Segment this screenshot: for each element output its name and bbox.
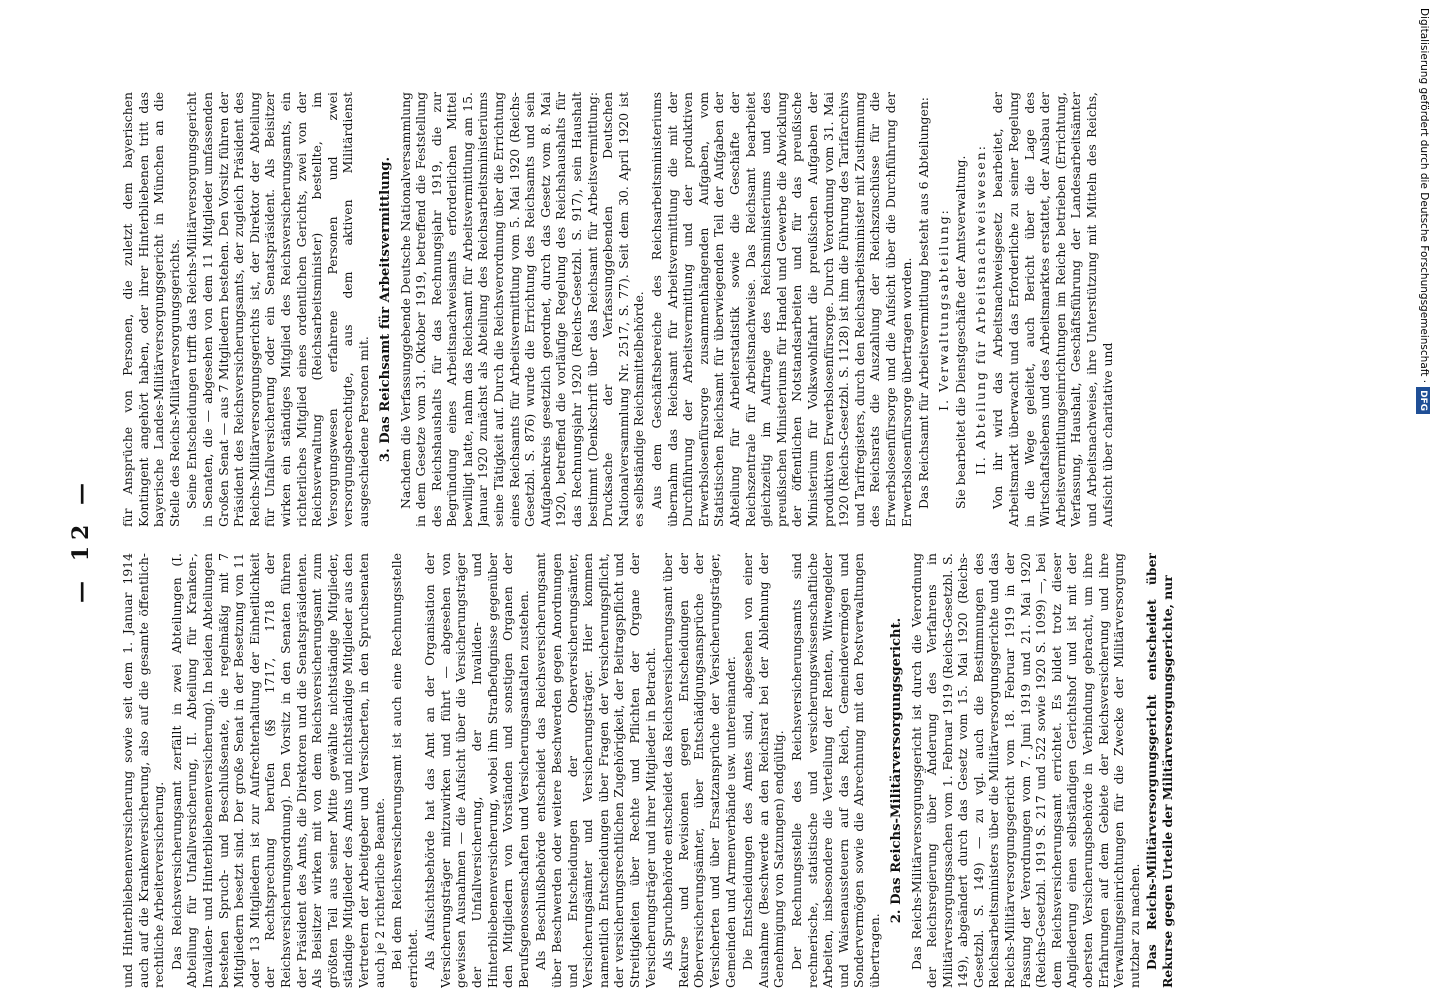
right-column-paragraph: Das Reichsamt für Arbeitsvermittlung besteht aus 6 Abteilungen: xyxy=(916,97,932,509)
right-column xyxy=(120,92,1350,527)
left-column-paragraph: Bei dem Reichsversicherungsamt ist auch eine Rechnungsstelle errichtet. xyxy=(389,553,420,988)
left-column xyxy=(120,553,1350,988)
right-column-heading: 3. Das Reichsamt für Arbeitsvermittlung. xyxy=(377,156,393,463)
right-column-paragraph: Von ihr wird das Arbeitsnachweisgesetz bearbeitet, der Arbeitsmarkt überwacht und das Erforderliche zu seiner Regelung in die Wege geleitet, auch Bericht über die Lage des Wirtschaftslebens und des Arbeitsmarktes erstattet, der Ausbau der Arbeitsvermittlungseinrichtungen im Reiche betrieben (Errichtung, Verfassung, Haushalt, Geschäftsführung der Landesarbeitsämter und Arbeitsnachweise, ihre Unterstützung mit Mitteln des Reichs, Aufsicht über charitative und xyxy=(990,92,1115,527)
left-column-paragraph: Die Entscheidungen des Amtes sind, abgesehen von einer Ausnahme (Beschwerde an den Reichsrat bei der Ablehnung der Genehmigung von Satzungen) endgültig. xyxy=(740,553,787,988)
left-column-paragraph: Als Spruchbehörde entscheidet das Reichsversicherungsamt über Rekurse und Revisionen gegen Entscheidungen der Oberversicherungsämter, über Entschädigungsansprüche der Versicherten und über Ersatzansprüche der Versicherungsträger, Gemeinden und Armenverbände usw. untereinander. xyxy=(660,553,738,988)
left-column-paragraph: und Hinterbliebenenversicherung sowie seit dem 1. Januar 1914 auch auf die Krankenversicherung, also auf die gesamte öffentlich-rechtliche Arbeiterversicherung. xyxy=(120,553,167,988)
credit-text: Digitalisierung gefördert durch die Deutsche Forschungsgemeinschaft · xyxy=(1418,8,1430,384)
right-column-heading: I. Verwaltungsabteilung: xyxy=(935,208,951,411)
page-number: — 12 — xyxy=(68,477,94,603)
left-column-paragraph: Der Rechnungsstelle des Reichsversicherungsamts sind rechnerische, statistische und versicherungswissenschaftliche Arbeiten, insbesondere die Verteilung der Renten, Witwengelder und Waisenaussteuern auf das Reich, Gemeindevermögen und Sondervermögen sowie die Abrechnung mit den Postverwaltungen übertragen. xyxy=(788,553,882,988)
left-column-paragraph: Als Aufsichtsbehörde hat das Amt an der Organisation der Versicherungsträger mitzuwirken und führt — abgesehen von gewissen Ausnahmen — die Aufsicht über die Versicherungsträger der Unfallversicherung, der Invaliden- und Hinterbliebenenversicherung, wobei ihm Strafbefugnisse gegenüber den Mitgliedern von Vorständen und sonstigen Organen der Berufsgenossenschaften und Versicherungsanstalten zustehen. xyxy=(422,553,531,988)
right-column-paragraph: für Ansprüche von Personen, die zuletzt dem bayerischen Kontingent angehört haben, oder ihrer Hinterbliebenen tritt das bayerische Landes-Militärversorgungsgericht in München an die Stelle des Reichs-Militärversorgungsgerichts. xyxy=(120,92,182,527)
text-columns xyxy=(120,92,1350,988)
left-column-paragraph: Als Beschlußbehörde entscheidet das Reichsversicherungsamt über Beschwerden oder weitere Beschwerden gegen Anordnungen und Entscheidungen der Oberversicherungsämter, Versicherungsämter und Versicherungsträger. Hier kommen namentlich Entscheidungen über Fragen der Versicherungspflicht, der versicherungsrechtlichen Zugehörigkeit, der Beitragspflicht und Streitigkeiten über Rechte und Pflichten der Organe der Versicherungsträger und ihrer Mitglieder in Betracht. xyxy=(533,553,658,988)
dfg-logo: DFG xyxy=(1416,387,1430,414)
rotated-document-page xyxy=(60,80,1350,1000)
right-column-paragraph: Nachdem die Verfassunggebende Deutsche Nationalversammlung in dem Gesetze vom 31. Oktober 1919, betreffend die Feststellung des Reichshaushalts für das Rechnungsjahr 1919, die zur Begründung eines Arbeitsnachweisamts erforderlichen Mittel bewilligt hatte, nahm das Reichsamt für Arbeitsvermittlung am 15. Januar 1920 zunächst als Abteilung des Reichsarbeitsministeriums seine Tätigkeit auf. Durch die Reichsverordnung über die Errichtung eines Reichsamts für Arbeitsvermittlung vom 5. Mai 1920 (Reichs-Gesetzbl. S. 876) wurde die Errichtung des Reichsamts und sein Aufgabenkreis gesetzlich geordnet, durch das Gesetz vom 8. Mai 1920, betreffend die vorläufige Regelung des Reichshaushalts für das Rechnungsjahr 1920 (Reichs-Gesetzbl. S. 917), sein Haushalt bestimmt (Denkschrift über das Reichsamt für Arbeitsvermittlung: Drucksache der Verfassunggebenden Deutschen Nationalversammlung Nr. 2517, S. 77). Seit dem 30. April 1920 ist es selbständige Reichsmittelbehörde. xyxy=(397,92,647,527)
left-column-heading: 2. Das Reichs-Militärversorgungsgericht. xyxy=(888,617,904,924)
left-column-paragraph: Das Reichs-Militärversorgungsgericht ist durch die Verordnung der Reichsregierung über Änderung des Verfahrens in Militärversorgungssachen vom 1. Februar 1919 (Reichs-Gesetzbl. S. 149), abgeändert durch das Gesetz vom 15. Mai 1920 (Reichs-Gesetzbl. S. 149) — zu vgl. auch die Bestimmungen des Reichsarbeitsministers über die Militärversorgungsgerichte und das Reichs-Militärversorgungsgericht vom 18. Februar 1919 in der Fassung der Verordnungen vom 7. Juni 1919 und 21. Mai 1920 (Reichs-Gesetzbl. 1919 S. 217 und 522 sowie 1920 S. 1099) —, bei dem Reichsversicherungsamt errichtet. Es bildet trotz dieser Angliederung einen selbständigen Gerichtshof und ist mit der obersten Versicherungsbehörde in Verbindung gebracht, um ihre Erfahrungen auf dem Gebiete der Reichsversicherung und ihre Verwaltungseinrichtungen für die Zwecke der Militärversorgung nutzbar zu machen. xyxy=(908,553,1142,988)
digitization-credit xyxy=(1416,8,1432,992)
right-column-paragraph: Aus dem Geschäftsbereiche des Reichsarbeitsministeriums übernahm das Reichsamt für Arbeitsvermittlung die mit der Durchführung der Arbeitsvermittlung und der produktiven Erwerbslosenfürsorge zusammenhängenden Aufgaben, vom Statistischen Reichsamt für überwiegenden Teil der Aufgaben der Abteilung für Arbeiterstatistik sowie die Geschäfte der Reichszentrale für Arbeitsnachweise. Das Reichsamt bearbeitet gleichzeitig im Auftrage des Reichsministeriums und des preußischen Ministeriums für Handel und Gewerbe die Abwicklung der öffentlichen Notstandsarbeiten und für das preußische Ministerium für Volkswohlfahrt die preußischen Aufgaben der produktiven Erwerbslosenfürsorge. Durch Verordnung vom 31. Mai 1920 (Reichs-Gesetzbl. S. 1128) ist ihm die Führung des Tarifarchivs und Tarifregisters, durch den Reichsarbeitsminister mit Zustimmung des Reichsrats die Auszahlung der Reichszuschüsse für die Erwerbslosenfürsorge und die Aufsicht über die Durchführung der Erwerbslosenfürsorge übertragen worden. xyxy=(649,92,914,527)
left-column-paragraph: Das Reichsversicherungsamt zerfällt in zwei Abteilungen (I. Abteilung für Unfallversicherung, II. Abteilung für Kranken-, Invaliden- und Hinterbliebenenversicherung). In beiden Abteilungen bestehen Spruch- und Beschlußsenate, die regelmäßig mit 7 Mitgliedern besetzt sind. Der große Senat in der Besetzung von 11 oder 13 Mitgliedern ist zur Aufrechterhaltung der Einheitlichkeit der Rechtsprechung berufen (§§ 1717, 1718 der Reichsversicherungsordnung). Den Vorsitz in den Senaten führen der Präsident des Amts, die Direktoren und die Senatspräsidenten. Als Beisitzer wirken mit von dem Reichsversicherungsamt zum größten Teil aus seiner Mitte gewählte nichtständige Mitglieder, ständige Mitglieder des Amts und nichtständige Mitglieder aus den Vertretern der Arbeitgeber und Versicherten, in den Spruchsenaten auch je 2 richterliche Beamte. xyxy=(168,553,387,988)
right-column-heading: II. Abteilung für Arbeitsnachweiswesen: xyxy=(972,144,988,475)
right-column-paragraph: Sie bearbeitet die Dienstgeschäfte der Amtsverwaltung. xyxy=(953,155,969,509)
right-column-paragraph: Seine Entscheidungen trifft das Reichs-Militärversorgungsgericht in Senaten, die — abgesehen von dem 11 Mitglieder umfassenden Großen Senat — aus 7 Mitgliedern bestehen. Den Vorsitz führen der Präsident des Reichsversicherungsamts, der zugleich Präsident des Reichs-Militärversorgungsgerichts ist, der Direktor der Abteilung für Unfallversicherung oder ein Senatspräsident. Als Beisitzer wirken ein ständiges Mitglied des Reichsversicherungsamts, ein richterliches Mitglied eines ordentlichen Gerichts, zwei von der Reichsverwaltung (Reichsarbeitsminister) bestellte, im Versorgungswesen erfahrene Personen und zwei versorgungsberechtigte, aus dem aktiven Militärdienst ausgeschiedene Personen mit. xyxy=(184,92,371,527)
left-column-paragraph: Das Reichs-Militärversorgungsgericht entscheidet über Rekurse gegen Urteile der Militärversorgungsgerichte, nur xyxy=(1144,553,1175,988)
